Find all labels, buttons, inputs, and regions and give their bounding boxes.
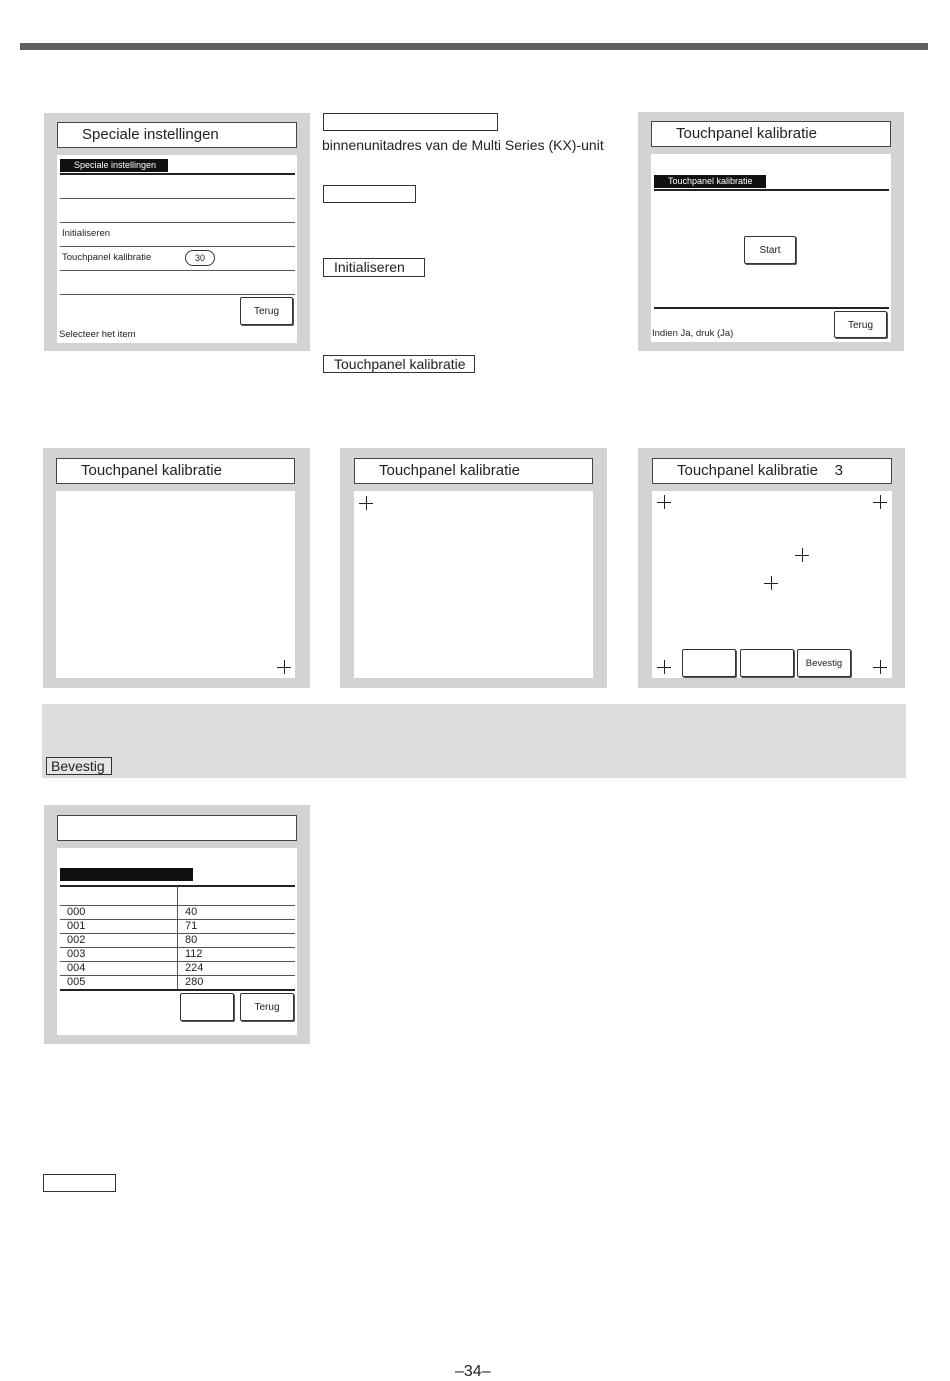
calibration-crosshair-icon — [873, 660, 887, 674]
panel-screen — [651, 154, 891, 342]
blank-label-box — [43, 1174, 116, 1192]
calibration-crosshair-icon — [657, 660, 671, 674]
panel-title: Touchpanel kalibratie — [56, 458, 295, 484]
table-cell-value: 71 — [185, 920, 198, 932]
divider — [60, 173, 295, 175]
touchpanel-kalibratie-label: Touchpanel kalibratie — [323, 355, 475, 373]
panel-screen — [354, 491, 593, 678]
address-text: binnenunitadres van de Multi Series (KX)-unit — [322, 137, 604, 153]
speciale-instellingen-panel — [44, 113, 310, 351]
table-cell-code: 000 — [67, 906, 86, 918]
start-button[interactable]: Start — [744, 236, 796, 264]
capacity-table-panel — [44, 805, 310, 1044]
table-cell-code: 002 — [67, 934, 86, 946]
blank-button[interactable] — [180, 993, 234, 1021]
panel-title: Speciale instellingen — [57, 122, 297, 148]
page-number: –34– — [455, 1363, 491, 1380]
calibration-crosshair-icon — [873, 495, 887, 509]
back-button[interactable]: Terug — [240, 993, 294, 1021]
footer-text: Indien Ja, druk (Ja) — [652, 328, 734, 339]
divider — [60, 222, 295, 223]
panel-title: Touchpanel kalibratie — [651, 121, 891, 147]
table-cell-code: 004 — [67, 962, 86, 974]
blank-label-box — [323, 113, 498, 131]
calibration-crosshair-icon — [764, 576, 778, 590]
note-band — [42, 704, 906, 778]
divider — [60, 905, 295, 906]
calibration-crosshair-icon[interactable] — [277, 660, 291, 674]
calibration-crosshair-icon[interactable] — [359, 496, 373, 510]
divider — [60, 294, 295, 295]
calibration-step1-panel — [43, 448, 310, 688]
back-button[interactable]: Terug — [834, 311, 887, 338]
panel-screen — [56, 491, 295, 678]
blank-button[interactable] — [740, 649, 794, 677]
header-rule — [20, 43, 928, 50]
panel-screen — [57, 848, 297, 1035]
initialiseren-label: Initialiseren — [323, 258, 425, 277]
panel-title: Touchpanel kalibratie 3 — [652, 458, 892, 484]
panel-screen — [57, 155, 297, 343]
panel-title: Touchpanel kalibratie — [354, 458, 593, 484]
table-cell-code: 003 — [67, 948, 86, 960]
divider — [60, 198, 295, 199]
row-divider — [60, 919, 295, 920]
table-cell-code: 005 — [67, 976, 86, 988]
footer-text: Selecteer het item — [59, 329, 136, 340]
table-cell-value: 80 — [185, 934, 198, 946]
table-cell-value: 224 — [185, 962, 204, 974]
table-cell-value: 112 — [185, 948, 203, 960]
divider — [654, 307, 889, 309]
calibration-step2-panel — [340, 448, 607, 688]
panel-title — [57, 815, 297, 841]
blank-button[interactable] — [682, 649, 736, 677]
calibration-start-panel — [638, 112, 904, 351]
screen-highlight — [60, 868, 193, 881]
back-button[interactable]: Terug — [240, 297, 293, 325]
panel-screen — [652, 491, 892, 678]
table-cell-value: 40 — [185, 906, 198, 918]
callout-30: 30 — [185, 250, 215, 266]
table-cell-value: 280 — [185, 976, 204, 988]
table-cell-code: 001 — [67, 920, 86, 932]
divider — [654, 189, 889, 191]
divider — [60, 989, 295, 991]
divider — [60, 270, 295, 271]
menu-item-touchpanel-kalibratie[interactable]: Touchpanel kalibratie — [62, 252, 152, 263]
bevestig-label: Bevestig — [46, 757, 112, 775]
row-divider — [60, 961, 295, 962]
menu-item-initialiseren[interactable]: Initialiseren — [62, 228, 111, 239]
screen-highlight: Touchpanel kalibratie — [654, 175, 766, 188]
calibration-step3-panel — [638, 448, 905, 688]
row-divider — [60, 933, 295, 934]
calibration-crosshair-icon — [795, 548, 809, 562]
confirm-button[interactable]: Bevestig — [797, 649, 851, 677]
screen-highlight: Speciale instellingen — [60, 159, 168, 172]
row-divider — [60, 947, 295, 948]
row-divider — [60, 975, 295, 976]
calibration-crosshair-icon — [657, 495, 671, 509]
blank-label-box — [323, 185, 416, 203]
divider — [60, 246, 295, 247]
